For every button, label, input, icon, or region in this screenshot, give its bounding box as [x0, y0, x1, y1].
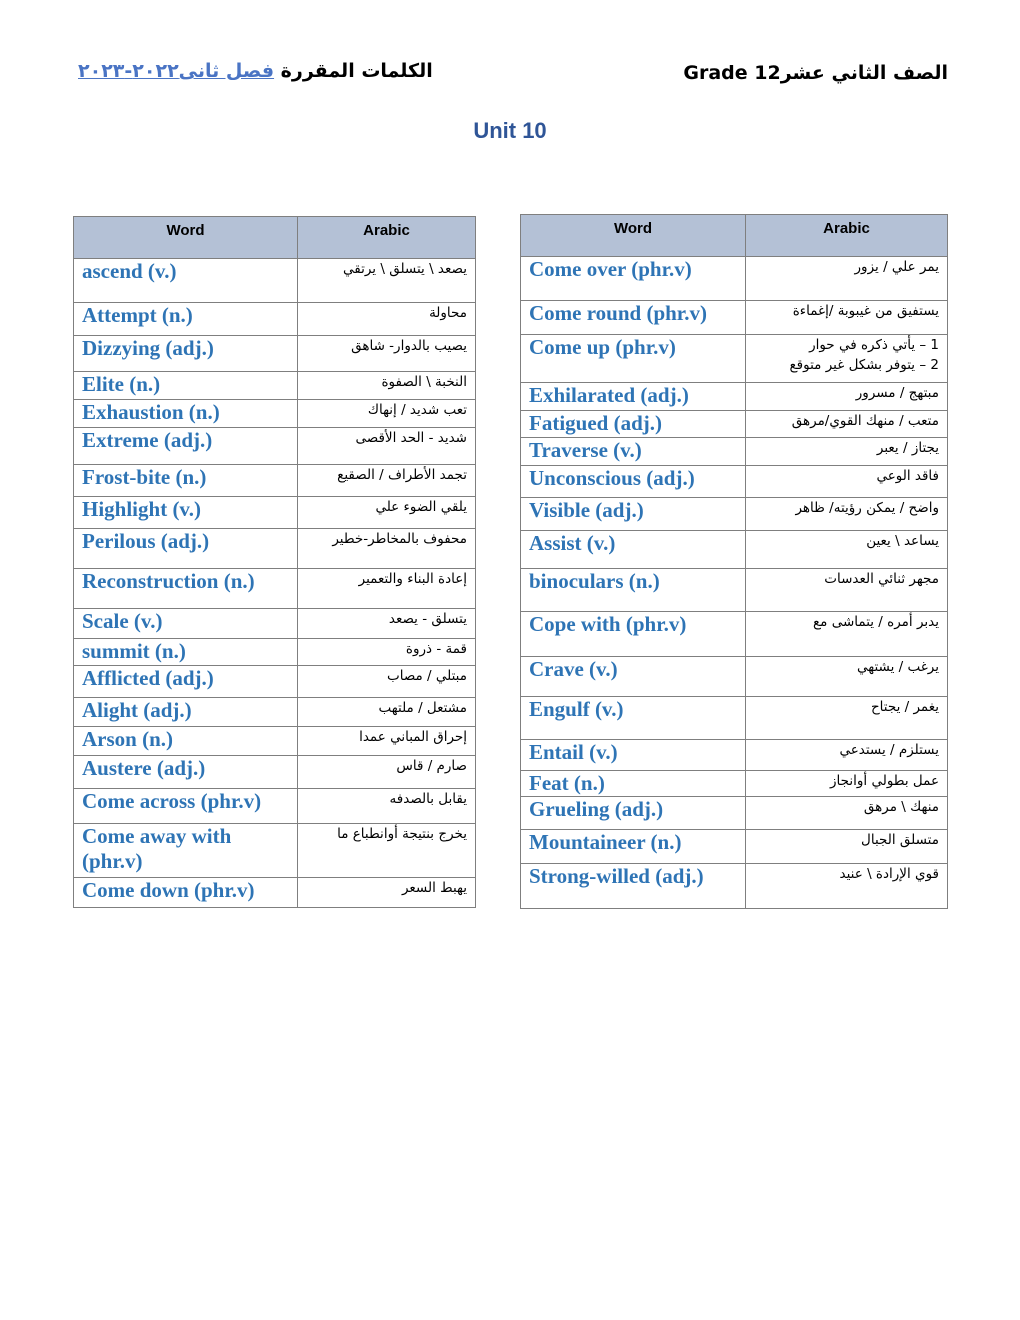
arabic-cell: مشتعل / ملتهب — [298, 698, 476, 727]
word-cell: Alight (adj.) — [74, 698, 298, 727]
table-row — [521, 697, 948, 740]
word-cell: Arson (n.) — [74, 727, 298, 756]
word-cell: Frost-bite (n.) — [74, 465, 298, 497]
word-cell: Dizzying (adj.) — [74, 336, 298, 372]
arabic-cell: محاولة — [298, 303, 476, 336]
arabic-cell: صارم / قاس — [298, 756, 476, 789]
table-row — [521, 383, 948, 411]
word-cell: Highlight (v.) — [74, 497, 298, 529]
word-cell: Grueling (adj.) — [521, 797, 746, 830]
word-cell: Cope with (phr.v) — [521, 612, 746, 657]
word-cell: Visible (adj.) — [521, 498, 746, 531]
word-cell: Come round (phr.v) — [521, 301, 746, 335]
header-word: Word — [521, 215, 746, 257]
word-cell: Unconscious (adj.) — [521, 466, 746, 498]
arabic-cell: شديد - الحد الأقصى — [298, 428, 476, 465]
word-cell: Exhaustion (n.) — [74, 400, 298, 428]
header-title-text: الكلمات المقررة — [280, 60, 433, 82]
table-row — [521, 657, 948, 697]
arabic-cell: محفوف بالمخاطر-خطير — [298, 529, 476, 569]
table-row — [74, 698, 476, 727]
word-cell: Scale (v.) — [74, 609, 298, 639]
arabic-cell: قوي الإرادة \ عنيد — [746, 864, 948, 909]
arabic-cell: يجتاز / يعبر — [746, 438, 948, 466]
arabic-cell: يغمر / يجتاح — [746, 697, 948, 740]
table-row — [521, 864, 948, 909]
arabic-cell: قمة - ذروة — [298, 639, 476, 666]
arabic-cell: يخرج بنتيجة أوانطباع ما — [298, 824, 476, 878]
arabic-cell: فاقد الوعي — [746, 466, 948, 498]
arabic-line: 2 – يتوفر بشكل غير متوقع — [789, 357, 939, 373]
word-cell: Mountaineer (n.) — [521, 830, 746, 864]
table-row — [521, 771, 948, 797]
table-row — [521, 569, 948, 612]
arabic-cell: مبتهج / مسرور — [746, 383, 948, 411]
table-row — [74, 727, 476, 756]
table-row — [521, 830, 948, 864]
table-row — [74, 465, 476, 497]
word-cell: summit (n.) — [74, 639, 298, 666]
table-row — [74, 756, 476, 789]
arabic-cell: يلقي الضوء علي — [298, 497, 476, 529]
word-cell: Attempt (n.) — [74, 303, 298, 336]
vocab-table-right — [520, 214, 948, 909]
arabic-cell: عمل بطولي أوانجاز — [746, 771, 948, 797]
word-cell: Fatigued (adj.) — [521, 411, 746, 438]
word-cell: Come across (phr.v) — [74, 789, 298, 824]
arabic-cell: متسلق الجبال — [746, 830, 948, 864]
word-cell: Crave (v.) — [521, 657, 746, 697]
word-cell: Elite (n.) — [74, 372, 298, 400]
arabic-cell: إعادة البناء والتعمير — [298, 569, 476, 609]
arabic-cell: واضح / يمكن رؤيته/ ظاهر — [746, 498, 948, 531]
header-title-arabic — [78, 60, 433, 82]
arabic-line: 1 – يأتي ذكره في حوار — [809, 337, 939, 353]
arabic-cell: يقابل بالصدفه — [298, 789, 476, 824]
arabic-cell: مبتلي / مصاب — [298, 666, 476, 698]
arabic-cell: يستفيق من غيبوبة /إغماءة — [746, 301, 948, 335]
word-cell: Extreme (adj.) — [74, 428, 298, 465]
word-cell: Traverse (v.) — [521, 438, 746, 466]
word-cell: binoculars (n.) — [521, 569, 746, 612]
word-cell: Engulf (v.) — [521, 697, 746, 740]
table-row — [521, 740, 948, 771]
arabic-cell: يساعد \ يعين — [746, 531, 948, 569]
arabic-cell: تعب شديد / إنهاك — [298, 400, 476, 428]
table-row — [74, 259, 476, 303]
table-row — [74, 824, 476, 878]
table-row — [521, 466, 948, 498]
grade-arabic: الصف الثاني عشر — [780, 62, 948, 84]
term-link[interactable]: فصل ثانى٢٠٢٢-٢٠٢٣ — [78, 60, 275, 82]
table-row — [74, 878, 476, 908]
table-row — [521, 797, 948, 830]
arabic-cell: تجمد الأطراف / الصقيع — [298, 465, 476, 497]
word-cell: Feat (n.) — [521, 771, 746, 797]
header-arabic: Arabic — [746, 215, 948, 257]
arabic-cell — [746, 335, 948, 383]
table-row — [74, 400, 476, 428]
word-cell: Reconstruction (n.) — [74, 569, 298, 609]
arabic-cell: يرغب / يشتهي — [746, 657, 948, 697]
word-cell: Exhilarated (adj.) — [521, 383, 746, 411]
table-row — [521, 612, 948, 657]
table-row — [521, 257, 948, 301]
word-cell: ascend (v.) — [74, 259, 298, 303]
word-cell: Come down (phr.v) — [74, 878, 298, 908]
header-word: Word — [74, 217, 298, 259]
table-row — [74, 372, 476, 400]
word-cell: Come away with (phr.v) — [74, 824, 298, 878]
arabic-cell: يستلزم / يستدعي — [746, 740, 948, 771]
table-row — [74, 639, 476, 666]
unit-title: Unit 10 — [473, 118, 547, 143]
word-cell: Austere (adj.) — [74, 756, 298, 789]
arabic-cell: يهبط السعر — [298, 878, 476, 908]
arabic-cell: يصيب بالدوار- شاهق — [298, 336, 476, 372]
arabic-cell: يمر علي / يزور — [746, 257, 948, 301]
word-cell: Come over (phr.v) — [521, 257, 746, 301]
header-grade — [683, 62, 948, 84]
table-row — [74, 497, 476, 529]
word-cell: Afflicted (adj.) — [74, 666, 298, 698]
arabic-cell: يتسلق - يصعد — [298, 609, 476, 639]
arabic-cell: النخبة \ الصفوة — [298, 372, 476, 400]
arabic-cell: يدبر أمره / يتماشى مع — [746, 612, 948, 657]
table-row — [521, 411, 948, 438]
arabic-cell: مجهر ثنائي العدسات — [746, 569, 948, 612]
header-arabic: Arabic — [298, 217, 476, 259]
table-row — [74, 336, 476, 372]
arabic-cell: منهك \ مرهق — [746, 797, 948, 830]
table-row — [74, 529, 476, 569]
word-cell: Strong-willed (adj.) — [521, 864, 746, 909]
table-row — [74, 666, 476, 698]
table-row — [521, 301, 948, 335]
table-row — [521, 438, 948, 466]
arabic-cell: يصعد \ يتسلق \ يرتقي — [298, 259, 476, 303]
table-row — [74, 428, 476, 465]
vocab-table-left — [73, 216, 476, 908]
table-row — [74, 569, 476, 609]
grade-english: Grade 12 — [683, 62, 781, 84]
table-row — [521, 335, 948, 383]
table-row — [521, 498, 948, 531]
table-row — [521, 531, 948, 569]
table-row — [74, 789, 476, 824]
word-cell: Perilous (adj.) — [74, 529, 298, 569]
arabic-cell: إحراق المباني عمدا — [298, 727, 476, 756]
word-cell: Entail (v.) — [521, 740, 746, 771]
word-cell: Come up (phr.v) — [521, 335, 746, 383]
table-row — [74, 609, 476, 639]
word-cell: Assist (v.) — [521, 531, 746, 569]
table-row — [74, 303, 476, 336]
arabic-cell: متعب / منهك القوي/مرهق — [746, 411, 948, 438]
